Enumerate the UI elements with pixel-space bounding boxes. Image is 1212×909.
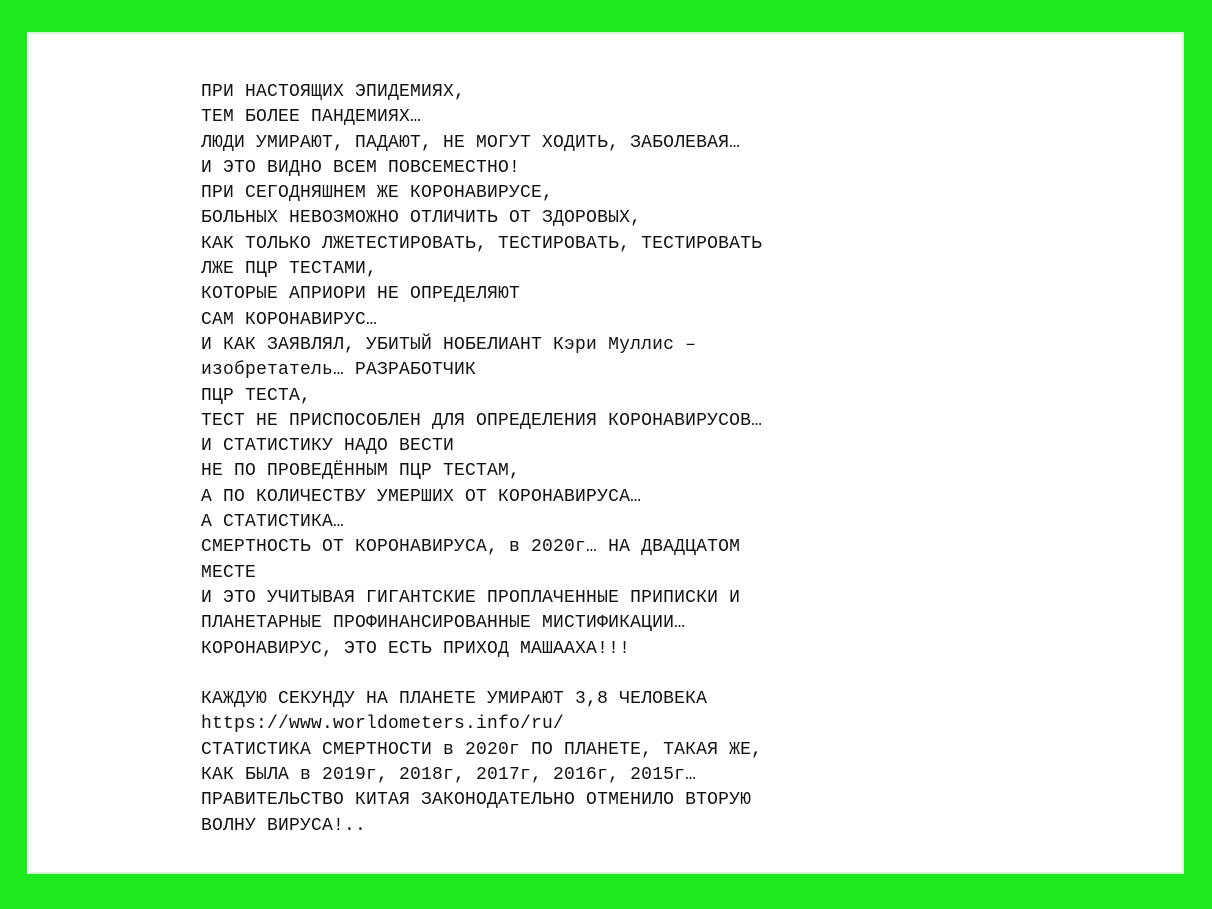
document-page <box>27 32 1184 874</box>
text-line: САМ КОРОНАВИРУС… <box>201 309 378 330</box>
text-line: ПРАВИТЕЛЬСТВО КИТАЯ ЗАКОНОДАТЕЛЬНО ОТМЕНИЛО ВТОРУЮ <box>201 790 752 811</box>
text-line: А ПО КОЛИЧЕСТВУ УМЕРШИХ ОТ КОРОНАВИРУСА… <box>201 486 642 507</box>
text-line: изобретатель… РАЗРАБОТЧИК <box>201 360 477 381</box>
text-line: ПЦР ТЕСТА, <box>201 385 312 406</box>
text-line: КАЖДУЮ СЕКУНДУ НА ПЛАНЕТЕ УМИРАЮТ 3,8 ЧЕЛОВЕКА <box>201 689 708 710</box>
text-line: И КАК ЗАЯВЛЯЛ, УБИТЫЙ НОБЕЛИАНТ Кэри Муллис – <box>201 334 697 355</box>
text-line: ЛЮДИ УМИРАЮТ, ПАДАЮТ, НЕ МОГУТ ХОДИТЬ, ЗАБОЛЕВАЯ… <box>201 132 741 153</box>
text-line: И ЭТО ВИДНО ВСЕМ ПОВСЕМЕСТНО! <box>201 157 521 178</box>
text-line: ПРИ НАСТОЯЩИХ ЭПИДЕМИЯХ, <box>201 82 466 102</box>
text-line: КОТОРЫЕ АПРИОРИ НЕ ОПРЕДЕЛЯЮТ <box>201 284 521 305</box>
document-text <box>201 80 762 839</box>
text-line: НЕ ПО ПРОВЕДЁННЫМ ПЦР ТЕСТАМ, <box>201 461 521 482</box>
text-line: МЕСТЕ <box>201 562 257 583</box>
source-url: https://www.worldometers.info/ru/ <box>201 714 565 735</box>
text-line: ЛЖЕ ПЦР ТЕСТАМИ, <box>201 259 378 280</box>
text-line: СМЕРТНОСТЬ ОТ КОРОНАВИРУСА, в 2020г… НА ДВАДЦАТОМ <box>201 537 741 558</box>
text-line: КАК ТОЛЬКО ЛЖЕТЕСТИРОВАТЬ, ТЕСТИРОВАТЬ, ТЕСТИРОВАТЬ <box>201 233 763 254</box>
text-line: ТЕСТ НЕ ПРИСПОСОБЛЕН ДЛЯ ОПРЕДЕЛЕНИЯ КОРОНАВИРУСОВ… <box>201 410 763 431</box>
text-line: ВОЛНУ ВИРУСА!.. <box>201 815 367 836</box>
text-line: КАК БЫЛА в 2019г, 2018г, 2017г, 2016г, 2015г… <box>201 765 697 786</box>
text-line: БОЛЬНЫХ НЕВОЗМОЖНО ОТЛИЧИТЬ ОТ ЗДОРОВЫХ, <box>201 208 642 229</box>
text-line: СТАТИСТИКА СМЕРТНОСТИ в 2020г ПО ПЛАНЕТЕ, ТАКАЯ ЖЕ, <box>201 739 763 760</box>
text-line: ТЕМ БОЛЕЕ ПАНДЕМИЯХ… <box>201 107 422 128</box>
text-line: А СТАТИСТИКА… <box>201 512 345 533</box>
text-line: ПРИ СЕГОДНЯШНЕМ ЖЕ КОРОНАВИРУСЕ, <box>201 183 554 204</box>
text-line: И ЭТО УЧИТЫВАЯ ГИГАНТСКИЕ ПРОПЛАЧЕННЫЕ ПРИПИСКИ И <box>201 587 741 608</box>
text-line: КОРОНАВИРУС, ЭТО ЕСТЬ ПРИХОД МАШААХА!!! <box>201 638 631 659</box>
text-line: ПЛАНЕТАРНЫЕ ПРОФИНАНСИРОВАННЫЕ МИСТИФИКАЦИИ… <box>201 613 686 634</box>
paragraph-spacer <box>201 662 762 687</box>
text-line: И СТАТИСТИКУ НАДО ВЕСТИ <box>201 436 455 457</box>
